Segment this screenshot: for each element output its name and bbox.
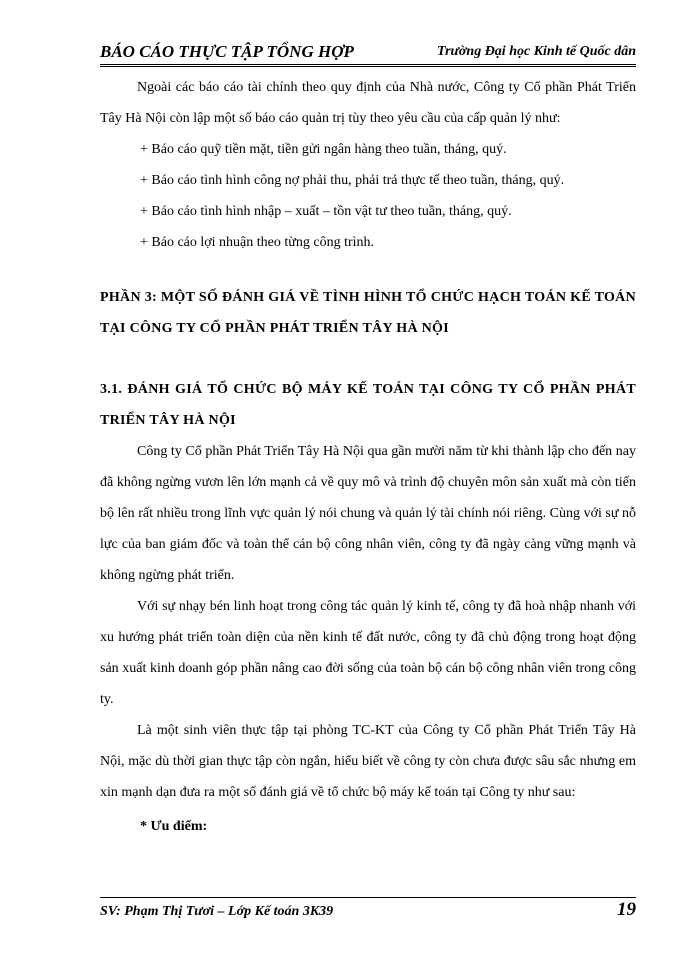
page-header [100, 40, 636, 67]
bullet-item: + Báo cáo tình hình nhập – xuất – tồn vật tư theo tuần, tháng, quý. [140, 204, 512, 219]
bullet-item: + Báo cáo lợi nhuận theo từng công trình. [140, 235, 375, 250]
bullet-item: + Báo cáo quỹ tiền mặt, tiền gửi ngân hàng theo tuần, tháng, quý. [140, 142, 507, 157]
body-paragraph: Công ty Cổ phần Phát Triển Tây Hà Nội qua gần mười năm từ khi thành lập cho đến nay đã không ngừng vươn lên lớn mạnh cả về quy mô và trình độ chuyên môn sản xuất mà còn tiến bộ lên rất nhiều trong lĩnh vực quản lý nói chung và quản lý tài chính nói riêng. Cùng với sự nỗ lực của ban giám đốc và toàn thể cán bộ công nhân viên, công ty đã ngày càng vững mạnh và không ngừng phát triển. [100, 444, 636, 583]
body-paragraph: Là một sinh viên thực tập tại phòng TC-KT của Công ty Cổ phần Phát Triển Tây Hà Nội, mặc dù thời gian thực tập còn ngắn, hiểu biết về công ty còn chưa được sâu sắc nhưng em xin mạnh dạn đưa ra một số đánh giá về tổ chức bộ máy kế toán tại Công ty như sau: [100, 723, 636, 800]
student-info: SV: Phạm Thị Tươi – Lớp Kế toán 3K39 [100, 904, 334, 919]
report-title: BÁO CÁO THỰC TẬP TỔNG HỢP [100, 42, 354, 61]
intro-paragraph: Ngoài các báo cáo tài chính theo quy định của Nhà nước, Công ty Cổ phần Phát Triển Tây Hà Nội còn lập một số báo cáo quản trị tùy theo yêu cầu của cấp quản lý như: [100, 80, 636, 126]
bullet-item: + Báo cáo tình hình công nợ phải thu, phải trả thực tế theo tuần, tháng, quý. [140, 173, 565, 188]
body-paragraph: Với sự nhạy bén linh hoạt trong công tác quản lý kinh tế, công ty đã hoà nhập nhanh với xu hướng phát triển toàn diện của nền kinh tế đất nước, công ty đã chủ động trong hoạt động sản xuất kinh doanh góp phần nâng cao đời sống của toàn bộ cán bộ công nhân viên trong công ty. [100, 599, 636, 707]
section-3-1-heading: 3.1. ĐÁNH GIÁ TỔ CHỨC BỘ MÁY KẾ TOÁN TẠI CÔNG TY CỔ PHẦN PHÁT TRIỂN TÂY HÀ NỘI [100, 382, 636, 428]
page-footer [100, 897, 636, 924]
page-content [100, 72, 636, 842]
school-name: Trường Đại học Kinh tế Quốc dân [437, 44, 636, 59]
part-3-heading: PHẦN 3: MỘT SỐ ĐÁNH GIÁ VỀ TÌNH HÌNH TỔ CHỨC HẠCH TOÁN KẾ TOÁN TẠI CÔNG TY CỔ PHẦN PHÁT TRIỂN TÂY HÀ NỘI [100, 290, 636, 336]
advantages-label: * Ưu điểm: [140, 819, 208, 834]
page-number: 19 [617, 899, 636, 920]
